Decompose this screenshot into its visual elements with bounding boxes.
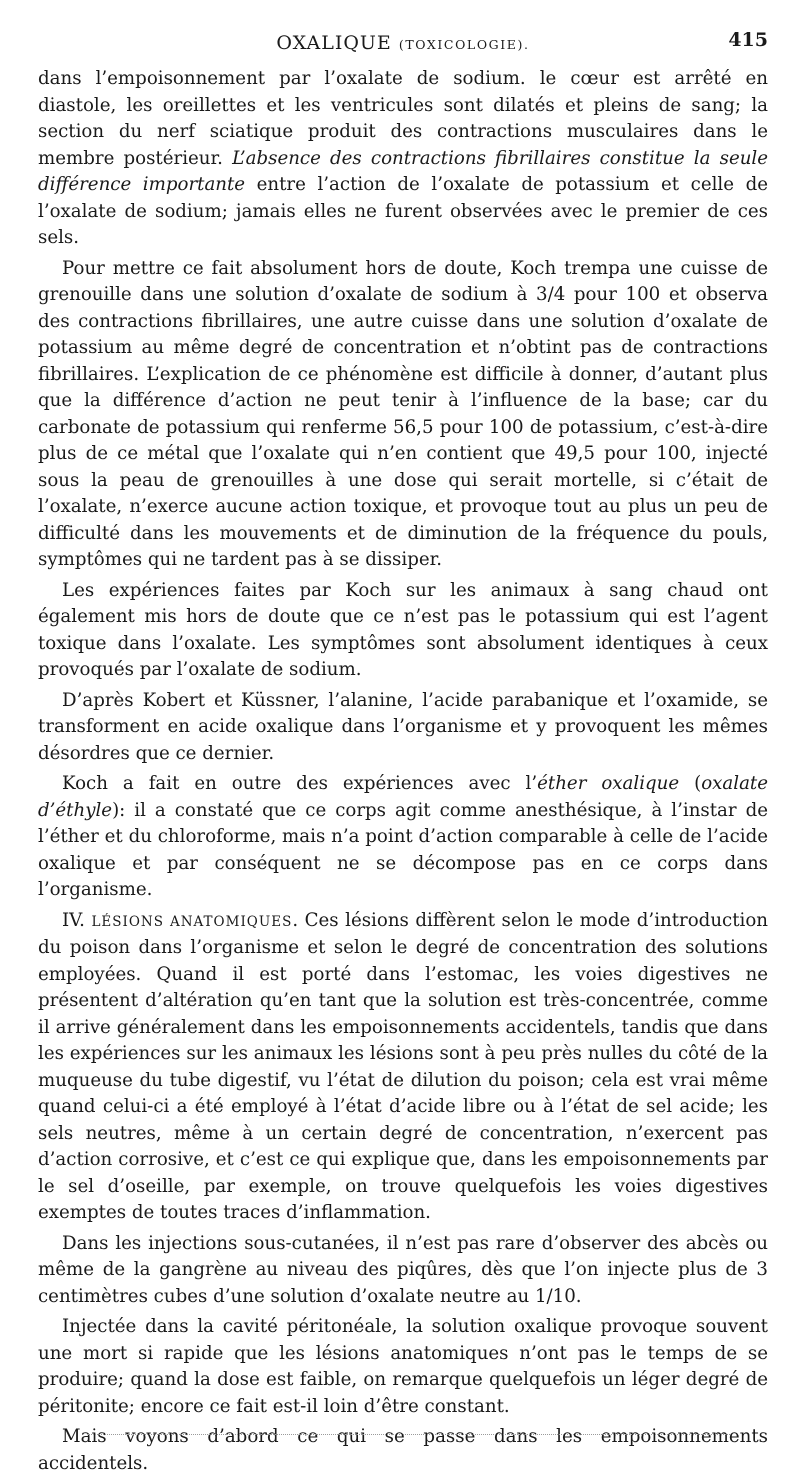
- paragraph: [38, 256, 768, 574]
- text-run: Dans les injections sous-cutanées, il n’est pas rare d’observer des abcès ou même de la gangrène au niveau des piqûres, dès que l’on injecte plus de 3 centimètres cubes d’une solution d’oxalate neutre au 1/10.: [38, 1232, 768, 1307]
- page-header: [38, 26, 768, 56]
- italic-text: oxalate d’éthyle: [38, 773, 769, 821]
- text-run: entre l’action de l’oxalate de potassium et celle de l’oxalate de sodium; jamais elles ne furent observées avec le premier de ces sels.: [38, 174, 768, 248]
- running-head: [38, 32, 768, 54]
- running-head-title: OXALIQUE: [276, 32, 392, 54]
- paragraph: [38, 1314, 768, 1420]
- italic-text: L’absence des contractions fibrillaires constitue la seule différence importante: [38, 147, 769, 195]
- italic-text: éther oxalique: [537, 773, 680, 794]
- paragraph: [38, 1231, 768, 1311]
- text-run: Injectée dans la cavité péritonéale, la solution oxalique provoque souvent une mort si rapide que les lésions anatomiques n’ont pas le temps de se produire; quand la dose est faible, on remarque quelquefois un léger degré de péritonite; encore ce fait est-il loin d’être constant.: [38, 1316, 768, 1417]
- page-number: 415: [728, 29, 768, 51]
- text-run: (: [679, 773, 702, 794]
- paragraph: [38, 771, 768, 904]
- text-run: IV.: [62, 909, 92, 931]
- paragraph: [38, 688, 768, 768]
- paragraph: [38, 578, 768, 684]
- running-head-subtitle: (TOXICOLOGIE).: [398, 37, 530, 52]
- text-run: dans l’empoisonnement par l’oxalate de sodium. le cœur est arrêté en diastole, les oreillettes et les ventricules sont dilatés et pleins de sang; la section du nerf sciatique produit des contractions musculaires dans le membre postérieur.: [38, 68, 768, 169]
- text-run: ): il a constaté que ce corps agit comme anesthésique, à l’instar de l’éther et du chloroforme, mais n’a point d’action comparable à celle de l’acide oxalique et par conséquent ne se décompose pas en ce corps dans l’organisme.: [38, 799, 768, 900]
- paragraph: [38, 66, 768, 252]
- paragraph: [38, 1424, 768, 1477]
- text-run: . Ces lésions diffèrent selon le mode d’introduction du poison dans l’organisme et selon le degré de concentration des solutions employées. Quand il est porté dans l’estomac, les voies digestives ne présentent d’altération qu’en tant que la solution est très-concentrée, comme il arrive généralement dans les empoisonnements accidentels, tandis que dans les expériences sur les animaux les lésions sont à peu près nulles du côté de la muqueuse du tube digestif, vu l’état de dilution du poison; cela est vrai même quand celui-ci a été employé à l’état d’acide libre ou à l’état de sel acide; les sels neutres, même à un certain degré de concentration, n’exercent pas d’action corrosive, et c’est ce qui explique que, dans les empoisonnements par le sel d’oseille, par exemple, on trouve quelquefois les voies digestives exemptes de toutes traces d’inflammation.: [38, 909, 769, 1223]
- text-run: D’après Kobert et Küssner, l’alanine, l’acide parabanique et l’oxamide, se transforment en acide oxalique dans l’organisme et y provoquent les mêmes désordres que ce dernier.: [38, 689, 768, 764]
- paragraph: [38, 908, 768, 1227]
- text-run: Pour mettre ce fait absolument hors de doute, Koch trempa une cuisse de grenouille dans une solution d’oxalate de sodium à 3/4 pour 100 et observa des contractions fibrillaires, une autre cuisse dans une solution d’oxalate de potassium au même degré de concentration et n’obtint pas de contractions fibrillaires. L’explication de ce phénomène est difficile à donner, d’autant plus que la différence d’action ne peut tenir à l’influence de la base; car du carbonate de potassium qui renferme 56,5 pour 100 de potassium, c’est-à-dire plus de ce métal que l’oxalate qui n’en contient que 49,5 pour 100, injecté sous la peau de grenouilles à une dose qui serait mortelle, si c’était de l’oxalate, n’exerce aucune action toxique, et provoque tout au plus un peu de difficulté dans les mouvements et de diminution de la fréquence du pouls, symptômes qui ne tardent pas à se dissiper.: [38, 257, 768, 570]
- body-text: [38, 66, 768, 1477]
- text-run: Mais voyons d’abord ce qui se passe dans les empoisonnements accidentels.: [38, 1426, 768, 1474]
- section-heading: LÉSIONS ANATOMIQUES: [91, 913, 293, 930]
- text-run: Les expériences faites par Koch sur les animaux à sang chaud ont également mis hors de doute que ce n’est pas le potassium qui est l’agent toxique dans l’oxalate. Les symptômes sont absolument identiques à ceux provoqués par l’oxalate de sodium.: [38, 579, 768, 680]
- text-run: Koch a fait en outre des expériences avec l’: [62, 773, 538, 794]
- page-bottom-rule: [88, 1434, 730, 1435]
